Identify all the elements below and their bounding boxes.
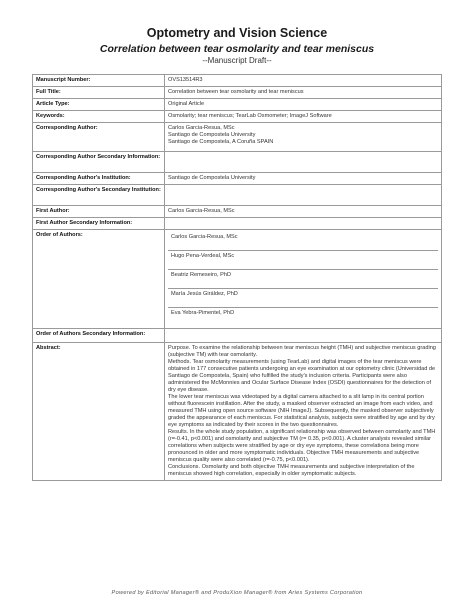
row-label: Article Type: [33,99,165,111]
row-label: Corresponding Author Secondary Information: [33,152,165,173]
row-label: Corresponding Author: [33,123,165,152]
manuscript-info-table [32,74,442,481]
abstract-methods: Methods. Tear osmolarity measurements (using TearLab) and digital images of the tear meniscus were obtained in 177 consecutive patients undergoing an eye examination at our optometry clinic (Universidad de Santiago de Compostela, Spain) who fulfilled the study's inclusion criteria. Participants were also administered the McMonnies and Ocular Surface Disease Index (OSDI) questionnaires for the detection of dry eye disease. [168,359,436,393]
table-row [33,99,442,111]
table-row [33,206,442,218]
row-label: First Author Secondary Information: [33,218,165,230]
list-item: María Jesús Giráldez, PhD [168,289,438,308]
first-author-secondary [165,218,442,230]
document-header [0,26,474,66]
row-label: Order of Authors Secondary Information: [33,329,165,343]
abstract-conclusions: Conclusions. Osmolarity and both objective TMH measurements and subjective interpretation of the meniscus showed high correlation, especially in older symptomatic subjects. [168,464,415,477]
row-label: Manuscript Number: [33,75,165,87]
row-label: Full Title: [33,87,165,99]
author-location: Santiago de Compostela, A Coruña SPAIN [168,139,274,145]
abstract-methods-continued: The lower tear meniscus was videotaped by a digital camera attached to a slit lamp in its central portion without fluorescein instillation. After the study, a masked observer extracted an image from each video, and measured TMH using open source software (NIH ImageJ). Subsequently, the masked observer subjectively graded the appearance of each meniscus. For statistical analysis, subjects were stratified by age and by dry eye symptoms as indicated by their scores in the two questionnaires. [168,394,435,428]
table-row [33,123,442,152]
draft-label: --Manuscript Draft-- [202,56,272,65]
row-label: Order of Authors: [33,230,165,329]
table-row [33,230,442,329]
row-label: Corresponding Author's Institution: [33,173,165,185]
table-row [33,173,442,185]
table-row [33,152,442,173]
table-row [33,329,442,343]
table-row [33,75,442,87]
row-label: Corresponding Author's Secondary Institution: [33,185,165,206]
journal-name: Optometry and Vision Science [146,26,328,40]
full-title: Correlation between tear osmolarity and tear meniscus [165,87,442,99]
abstract-results: Results. In the whole study population, a significant relationship was observed between osmolarity and TMH (r=-0.41, p<0.001) and osmolarity and subjective TM (r= 0.35, p<0.001). A cluster analysis revealed similar correlations when subjects were stratified by age or dry eye symptoms, these correlations being more pronounced in older and more symptomatic individuals. Objective TMH measurements and subjective meniscus quality were also correlated (r=-0.75, p<0.001). [168,429,436,463]
list-item: Beatriz Remeseiro, PhD [168,270,438,289]
authors-list [165,230,442,329]
author-institution: Santiago de Compostela University [168,132,256,138]
table-row [33,218,442,230]
row-label: First Author: [33,206,165,218]
keywords: Osmolarity; tear meniscus; TearLab Osmometer; ImageJ Software [165,111,442,123]
row-label: Abstract: [33,343,165,481]
corresponding-author [165,123,442,152]
manuscript-number: OVS13514R3 [165,75,442,87]
abstract-text [165,343,442,481]
list-item: Carlos Garcia-Resua, MSc [168,232,438,251]
article-type: Original Article [165,99,442,111]
first-author: Carlos Garcia-Resua, MSc [165,206,442,218]
order-secondary-info [165,329,442,343]
corresponding-secondary-info [165,152,442,173]
table-row [33,111,442,123]
manuscript-title: Correlation between tear osmolarity and tear meniscus [99,43,375,55]
author-name: Carlos Garcia-Resua, MSc [168,125,235,131]
abstract-purpose: Purpose. To examine the relationship between tear meniscus height (TMH) and subjective meniscus grading (subjective TM) with tear osmolarity. [168,345,436,358]
table-row [33,343,442,481]
corresponding-secondary-institution [165,185,442,206]
table-row [33,185,442,206]
corresponding-institution: Santiago de Compostela University [165,173,442,185]
list-item: Eva Yebra-Pimentel, PhD [171,310,235,316]
table-row [33,87,442,99]
page-footer: Powered by Editorial Manager® and ProduXion Manager® from Aries Systems Corporation [111,590,363,596]
row-label: Keywords: [33,111,165,123]
list-item: Hugo Pena-Verdeal, MSc [168,251,438,270]
